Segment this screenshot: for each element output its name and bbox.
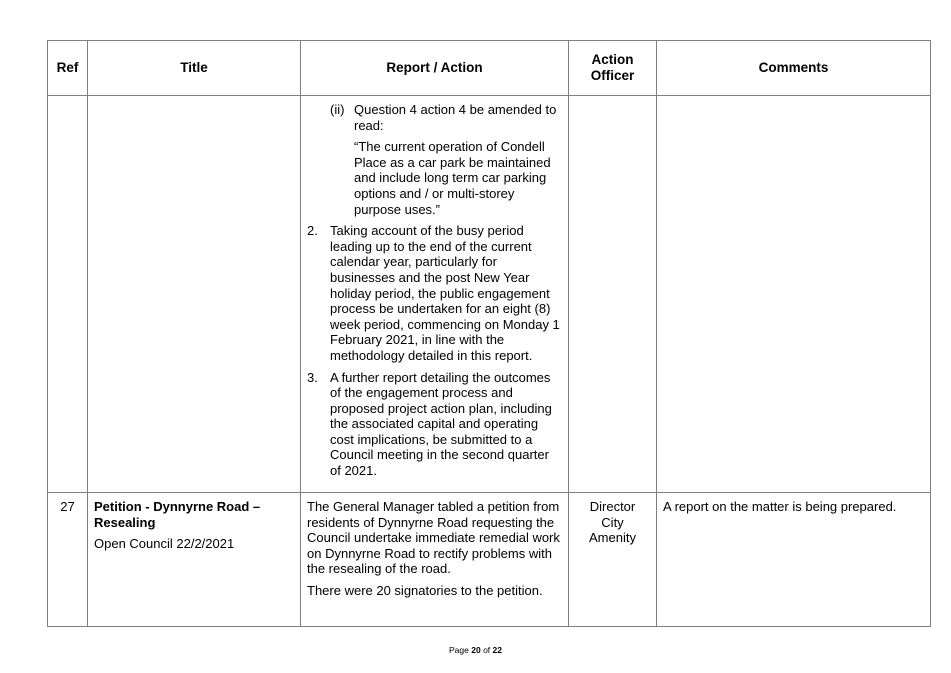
page-total: 22 [492, 645, 502, 655]
item-title: Petition - Dynnyrne Road – Resealing [94, 499, 261, 530]
cell-comments: A report on the matter is being prepared. [657, 493, 931, 627]
cell-comments-empty [657, 96, 931, 493]
numbered-item-number: 2. [307, 223, 318, 239]
numbered-item-2 [307, 223, 562, 363]
officer-line: Amenity [589, 530, 636, 546]
sub-item-body [354, 102, 562, 217]
table-row-27 [48, 493, 931, 627]
cell-title [88, 493, 301, 627]
page-current: 20 [471, 645, 481, 655]
sub-item-quote: “The current operation of Condell Place as a car park be maintained and include long term car parking options and / or multi-storey purpose uses.” [354, 139, 551, 217]
numbered-item-number: 3. [307, 369, 318, 385]
cell-title-empty [88, 96, 301, 493]
of-label: of [483, 645, 491, 655]
officer-line: City [601, 514, 624, 530]
cell-ref-empty [48, 96, 88, 493]
report-paragraph: There were 20 signatories to the petition. [307, 582, 543, 598]
numbered-item-3 [307, 370, 562, 479]
cell-ref: 27 [48, 493, 88, 627]
page-footer [0, 645, 951, 655]
sub-item-number: (ii) [330, 102, 345, 117]
header-title: Title [88, 41, 301, 96]
numbered-item-text: A further report detailing the outcomes of the engagement process and proposed project action plan, including the associated capital and operating cost implications, be submitted to a Council meeting in the second quarter of 2021. [330, 369, 552, 479]
action-table [47, 40, 931, 627]
sub-item-ii [330, 102, 562, 217]
header-row [48, 41, 931, 96]
report-paragraph: The General Manager tabled a petition from residents of Dynnyrne Road requesting the Council undertake immediate remedial work on Dynnyrne Road to rectify problems with the resealing of the road. [307, 499, 560, 577]
cell-report-continued [301, 96, 569, 493]
header-action-officer [569, 41, 657, 96]
page-label: Page [448, 645, 469, 655]
header-report-action: Report / Action [301, 41, 569, 96]
cell-officer [569, 493, 657, 627]
cell-officer-empty [569, 96, 657, 493]
header-ref: Ref [48, 41, 88, 96]
sub-item-text: Question 4 action 4 be amended to read: [354, 102, 557, 133]
numbered-item-text: Taking account of the busy period leading up to the end of the current calendar year, particularly for businesses and the post New Year holiday period, the public engagement process be undertaken for an eight (8) week period, commencing on Monday 1 February 2021, in line with the methodology detailed in this report. [330, 223, 560, 363]
header-comments: Comments [657, 41, 931, 96]
header-action-officer-line2: Officer [590, 68, 635, 83]
header-action-officer-line1: Action [591, 52, 634, 67]
item-meeting: Open Council 22/2/2021 [94, 536, 235, 552]
officer-line: Director [589, 499, 636, 514]
table-row-continued [48, 96, 931, 493]
cell-report [301, 493, 569, 627]
